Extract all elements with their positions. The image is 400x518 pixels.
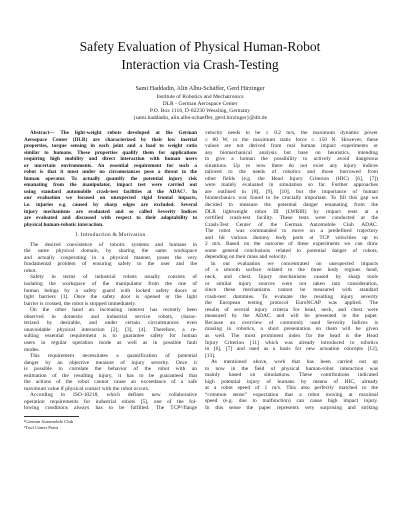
text-line: tailored to the needs of robotics and those borrowed from: [205, 169, 378, 176]
abstract-line: our evaluation we focused on unexpected rigid frontal impacts,: [24, 195, 197, 202]
title-line: Interaction via Crash-Testing: [121, 57, 279, 72]
text-line: the European testing protocol EuroNCAP was applied. The: [205, 300, 378, 307]
text-line: operation requirements for industrial robots [5], one of the fol-: [24, 398, 197, 405]
text-line: isolating the workspace of the manipulator from the one of: [24, 281, 197, 288]
text-line: As mentioned above, work that has been carried out up: [211, 359, 378, 366]
text-line: of a smooth surface related to the three body regions head,: [205, 267, 378, 274]
text-line: as well. The most prominent index for the head is the Head: [205, 332, 378, 339]
text-line: light barriers [1]. Once the safety door is opened or the light: [24, 294, 197, 301]
abstract-line: requiring high mobility and direct interaction with human users: [24, 156, 197, 163]
abstract-line: i.e. injuries e.g. caused by sharp edges are excluded. Several: [24, 202, 197, 209]
author-block: [40, 85, 360, 122]
text-line: neck, and chest. Injury mechanisms caused by sharp tools: [205, 274, 378, 281]
abstract-line: human operator. To actually quantify the potential injury risk: [24, 175, 197, 182]
text-line: users in regular operation mode as well as in possible fault: [24, 339, 197, 346]
abstract-line: similar to humans. These properties qualify them for applications: [24, 149, 197, 156]
text-line: crash-test dummies. To evaluate the resulting injury severity: [205, 293, 378, 300]
abstract-line: Aerospace Center (DLR) are characterized by their low inertial: [24, 136, 197, 143]
abstract-line: emanating from the manipulator, impact test were carried out: [24, 182, 197, 189]
text-line: Safety in terms of industrial robots usually consists of: [30, 274, 197, 281]
text-line: and actually cooperating in a physical manner, poses the very: [24, 254, 197, 261]
paragraph: [205, 359, 378, 411]
author-names: Sami Haddadin, Alin Albu-Schäffer, Gerd Hirzinger: [135, 85, 265, 92]
affiliation-line: {sami.haddadin, alin.albu-schaeffer, gerd.hirzinger}@dlr.de: [132, 115, 268, 122]
text-line: In this sense the paper represents very surprising and striking: [205, 404, 378, 411]
paper-title: [20, 38, 380, 74]
text-line: The desired coexistence of robotic systems and humans in: [30, 241, 197, 248]
text-line: speed (e.g. due to malfunction) can cause high impact injury.: [205, 398, 378, 405]
text-line: certified crash-test facility. These tests were conducted at the: [205, 215, 378, 222]
text-line: danger by an objective measure of injury severity. Once it: [24, 359, 197, 366]
text-line: Crash-Test Center of the German Automobile Club ADAC.: [205, 221, 378, 228]
text-line: human beings by a safety guard with locked safety doors or: [24, 287, 197, 294]
affiliation-line: DLR - German Aerospace Center: [162, 100, 238, 107]
text-line: the actions of the robot cannot cause an exceedance of a safe: [24, 379, 197, 386]
text-line: some general conclusions related to potential danger of robots,: [205, 247, 378, 254]
text-line: at a robot speed of 1 m/s. This also perfectly matched to the: [205, 385, 378, 392]
abstract-line: or uncertain environments. An essential requirement for such a: [24, 162, 197, 169]
footnote-divider: [24, 416, 79, 417]
text-line: terized by desirable, and under certain circumstances even: [24, 320, 197, 327]
text-line: fundamental problem of ensuring safety to the user and the: [24, 261, 197, 268]
right-column: [205, 130, 378, 412]
paragraph: [24, 353, 197, 392]
text-line: According to ISO-10218, which defines new collaborative: [30, 392, 197, 399]
text-line: decided to measure the potential danger emanating from the: [205, 202, 378, 209]
text-line: high potential injury of humans by means of HIC, already: [205, 378, 378, 385]
text-line: In our evaluation we concentrated on unexpected impacts: [211, 260, 378, 267]
text-line: robot.: [24, 267, 37, 274]
text-line: estimation of the resulting injury, it has to be guaranteed that: [24, 372, 197, 379]
text-line: This requirement necessitates a quantification of potential: [30, 353, 197, 360]
text-line: were mainly evaluated in simulation so far. Further approaches: [205, 182, 378, 189]
text-line: barrier is crossed, the robot is stopped immediately.: [24, 300, 137, 307]
text-line: observed in domestic and industrial service robots, charac-: [24, 313, 197, 320]
text-line: in [6], [7] and used as a basis for new actuation concepts [12],: [205, 346, 378, 353]
text-line: to give a human the possibility to actively avoid dangerous: [205, 156, 378, 163]
abstract-line: robot is that it must under no circumstances pose a threat to the: [24, 169, 197, 176]
text-line: any biomechanical analysis but base on heuristics, intending: [205, 149, 378, 156]
text-line: measured by the ADAC and will be presented in the paper.: [205, 313, 378, 320]
text-line: since these mechanisms cannot be measured with standard: [205, 287, 378, 294]
text-line: to now in the field of physical human-robot interaction was: [205, 365, 378, 372]
text-line: DLR lightweight robot III (LWRIII) by impact tests at a: [205, 208, 378, 215]
text-line: [13].: [205, 352, 216, 359]
text-line: biomechanics was found to be crucially important. To fill this gap we: [205, 195, 378, 202]
text-line: sulting essential requirement is to guarantee safety for human: [24, 333, 197, 340]
title-line: Safety Evaluation of Physical Human-Robot: [79, 39, 321, 54]
text-line: the same physical domain, by sharing the same workspace: [24, 248, 197, 255]
abstract-line: physical human-robotic interaction.: [24, 221, 104, 228]
text-line: On the other hand an increasing interest has recently been: [30, 307, 197, 314]
text-line: mainly based on simulations. These contributions indicated: [205, 372, 378, 379]
paragraph: [205, 261, 378, 359]
abstract: [24, 130, 197, 228]
paragraph: [24, 242, 197, 275]
text-line: The robot was commanded to move on a predefined trajectory: [205, 228, 378, 235]
text-line: or similar injury sources were not taken into consideration,: [205, 280, 378, 287]
left-column: [24, 130, 197, 431]
footnote: ²Tool Center Point: [24, 424, 58, 430]
paragraph: [24, 307, 197, 353]
text-line: lowing conditions always has to be fulfilled: The TCP²/flange: [24, 405, 197, 412]
text-line: values are not derived from real human impact experiments or: [205, 143, 378, 150]
affiliation-line: Institute of Robotics and Mechatronics: [156, 93, 244, 100]
paragraph: [24, 392, 197, 412]
right-body-text: [205, 130, 378, 412]
text-line: Because an overview of commonly used Severity Indices is: [205, 319, 378, 326]
paragraph: [24, 274, 197, 307]
text-line: Injury Criterion [11] which was already introduced to robotics: [205, 339, 378, 346]
text-line: ≤ 80 W, or the maximum static force ≤ 150 N. However, these: [205, 136, 378, 143]
text-line: velocity needs to be ≤ 0.2 m/s, the maximum dynamic power: [205, 130, 378, 136]
text-line: “common sense” expectation that a robot moving at maximal: [205, 391, 378, 398]
abstract-line: injury mechanisms are evaluated and so called Severity Indices: [24, 208, 197, 215]
section-heading: I. Introduction & Motivation: [75, 232, 146, 239]
abstract-line: Abstract— The light-weight robots developed at the German: [30, 130, 197, 136]
paragraph: [205, 130, 378, 261]
affiliation: [40, 94, 360, 123]
text-line: are outlined in [8], [9], [10], but the importance of human: [205, 188, 378, 195]
text-line: unavoidable physical interaction [2], [3], [4]. Therefore, a re-: [24, 326, 197, 333]
text-line: modes.: [24, 346, 40, 353]
abstract-line: using standard automobile crash-test facilities at the ADAC¹. In: [24, 188, 197, 195]
left-body-text: [24, 242, 197, 412]
text-line: maximum value if physical contact with the robot occurs.: [24, 385, 150, 392]
text-line: results of several injury criteria for head, neck, and chest were: [205, 306, 378, 313]
affiliation-line: P.O. Box 1116, D-82230 Wessling, Germany: [149, 107, 251, 114]
text-line: and hit various dummy body parts at TCP velocities up to: [205, 234, 378, 241]
text-line: is possible to correlate the behavior of the robot with an: [24, 366, 197, 373]
text-line: depending on their mass and velocity.: [205, 254, 288, 261]
abstract-line: are evaluated and discussed with respect to their adaptability to: [24, 215, 197, 222]
footnotes: [24, 419, 197, 431]
footnote: ¹German Automobile Club: [24, 418, 74, 424]
text-line: missing in robotics, a short presentation on them will be given: [205, 326, 378, 333]
abstract-line: properties, torque sensing in each joint and a load to weight ratio: [24, 143, 197, 150]
text-line: situations. Up to now there do not exist any injury indices: [205, 162, 378, 169]
text-line: 2 m/s. Based on the outcome of these experiments we can draw: [205, 241, 378, 248]
text-line: other fields (e.g. the Head Injury Criterion (HIC) [6], [7]): [205, 175, 378, 182]
